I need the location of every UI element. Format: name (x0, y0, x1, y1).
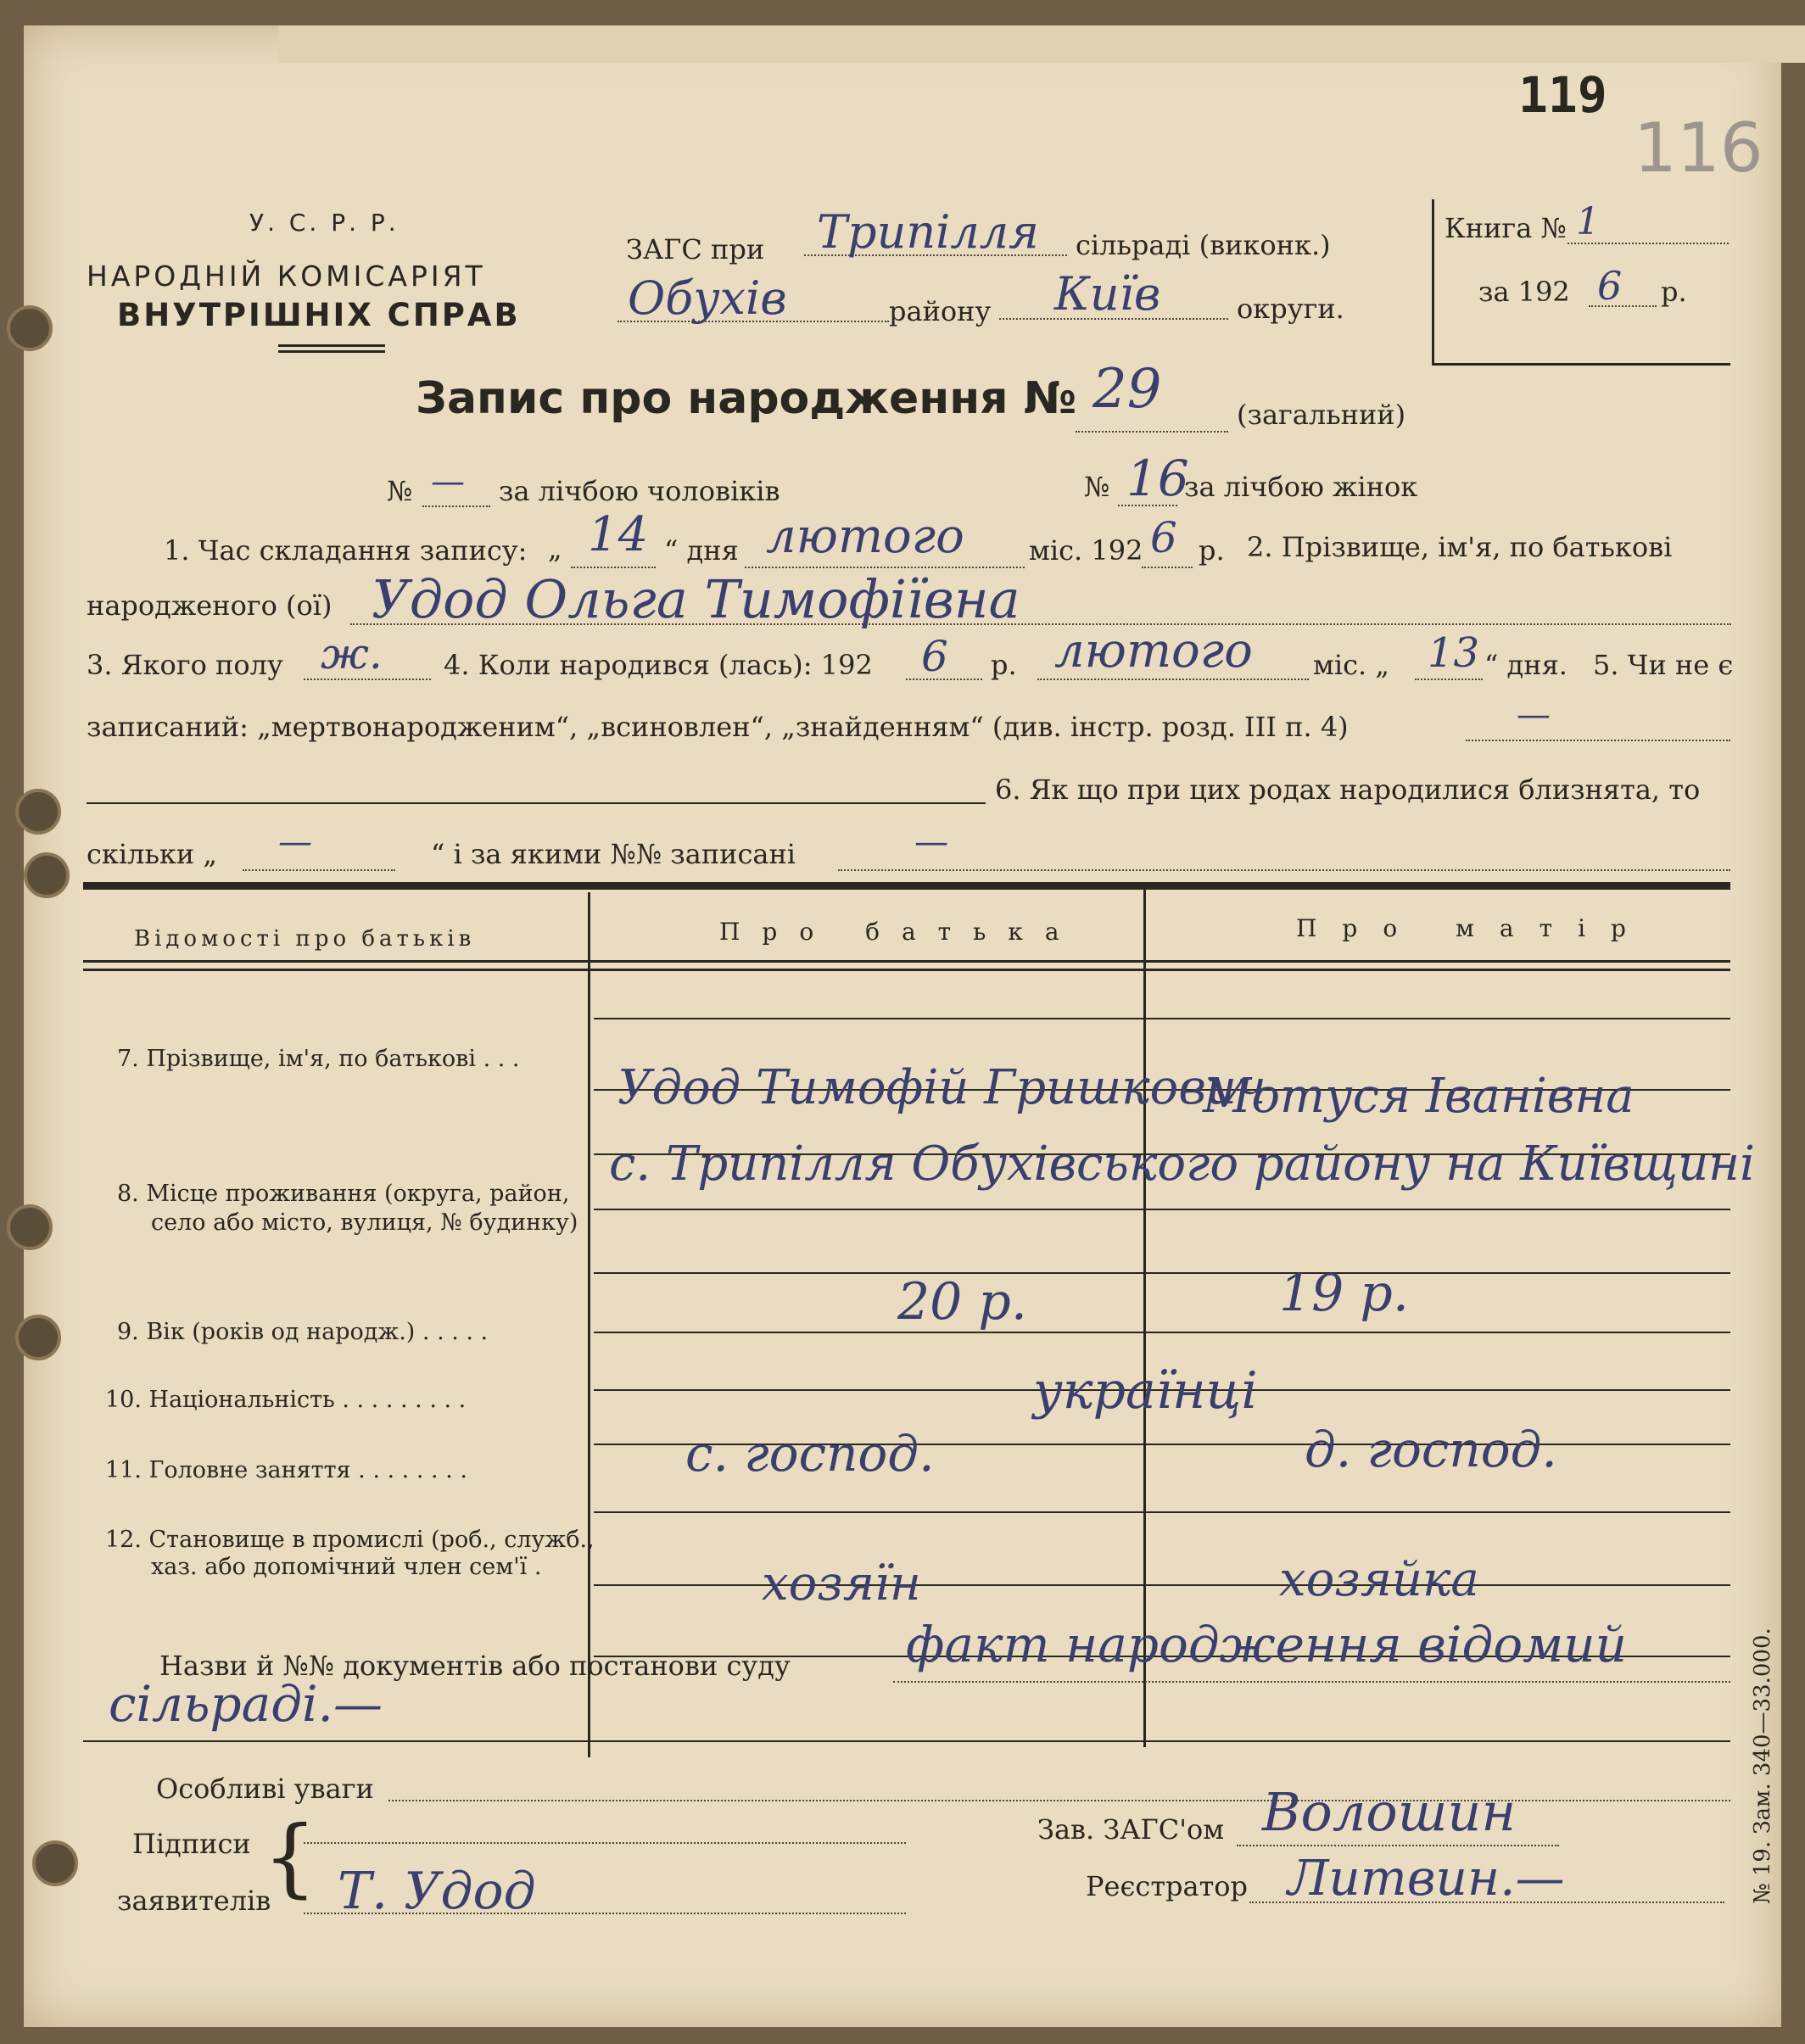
binder-hole (15, 1315, 61, 1360)
table-header-rule-2 (83, 969, 1730, 971)
republic-abbrev: У. С. Р. Р. (249, 209, 400, 237)
row8-label: 8. Місце проживання (округа, район, (117, 1181, 570, 1207)
section-thick-rule (83, 882, 1730, 890)
applicant-line-2 (304, 1913, 906, 1914)
f3-line (304, 679, 431, 680)
commissariat-line1: НАРОДНІЙ КОМІСАРІЯТ (87, 260, 486, 293)
mother-status: хозяйка (1279, 1552, 1479, 1607)
binder-hole (7, 1204, 53, 1250)
row-line (594, 1272, 1730, 1274)
zags-okrug-line (999, 318, 1228, 320)
row-line (594, 1332, 1730, 1333)
f5-value: — (1517, 695, 1551, 734)
father-occupation: с. господ. (685, 1425, 935, 1483)
applicant-line-1 (304, 1842, 906, 1844)
f4-year-suffix: р. (991, 649, 1017, 681)
f4-month-suffix: міс. „ (1313, 649, 1389, 681)
documents-line (893, 1681, 1730, 1683)
f1-day: 14 (588, 507, 649, 562)
record-number: 29 (1092, 358, 1162, 421)
father-name: Удод Тимофій Гришкович (618, 1060, 1266, 1115)
zags-village: Трипілля (817, 205, 1039, 259)
residence: с. Трипілля Обухівського району на Київщині (609, 1136, 1755, 1192)
document-sheet: 119 116 У. С. Р. Р. НАРОДНІЙ КОМІСАРІЯТ ВНУТРІШНІХ СПРАВ ЗАГС при Трипілля сільраді (виконк.) Обухів району Київ округи. Книга № 1 за 192 6 р. Запис про народження № 29 (загальний) № — за лічбою чоловіків № 16 за лічбою жінок 1. Час складання запису: „ 14 “ дня лютого міс. 192 6 р. 2. Прізвище, ім'я, по батькові народженого (ої) Удод Ольга Тимофіївна 3. Якого полу ж. 4. Коли народився (лась): 192 6 р. лютого міс. „ 13 “ дня. 5. Чи не є записаний: „мертвонародженим“, „всиновлен“, „знайденням“ (див. інстр. розд. III п. 4) — 6. Як що при цих родах народилися близнята, то скільки „ — “ і за якими №№ записані — Відомості про батьків Про батька Про матір 7. Прізвище, ім'я, по батькові . . . 8. Місце проживання (округа, район, село або місто, вулиця, № будинку) 9. Вік (років од народж.) . . . . . 10. Національність . . . . . . . . . 11. Головне заняття . . . . . . . . 12. Становище в промислі (роб., служб., хаз. або допомічний член сем'ї . Удод Тимофій Гришкович Мотуся Іванівна с. Трипілля Обухівського району на Київщині 20 р. 19 р. українці с. господ. д. господ. хозяїн хозяйка Назви й №№ документів або постанови суду факт народження відомий сільраді.— Особливі уваги Підписи заявителів { Т. Удод Зав. ЗАГС'ом Волошин Реєстратор Литвин.— № 19. Зам. 340—33.000. (24, 25, 1781, 2027)
f5-label2: записаний: „мертвонародженим“, „всиновлен“, „знайденням“ (див. інстр. розд. III п. 4) (87, 711, 1349, 743)
f1-year-suffix: р. (1199, 534, 1225, 567)
f1-year-line (1142, 567, 1193, 568)
book-year-suffix: р. (1661, 276, 1687, 308)
documents-label: Назви й №№ документів або постанови суду (159, 1650, 791, 1682)
f4-label: 4. Коли народився (лась): 192 (444, 649, 873, 681)
f6-label2b: “ і за якими №№ записані (431, 838, 796, 870)
f5-label: 5. Чи не є (1593, 649, 1734, 681)
f1-label: 1. Час складання запису: (164, 534, 528, 567)
book-year-digit: 6 (1597, 263, 1623, 309)
father-status: хозяїн (762, 1556, 921, 1611)
women-prefix: № (1084, 471, 1110, 503)
zags-okrug: Київ (1054, 267, 1161, 321)
binder-hole (32, 1840, 78, 1886)
mother-occupation: д. господ. (1305, 1421, 1557, 1478)
men-value: — (431, 462, 465, 501)
binder-hole (15, 789, 61, 835)
f1-open: „ (548, 533, 562, 565)
f4-year-line (906, 679, 982, 680)
book-year-line (1589, 305, 1657, 307)
row7-label: 7. Прізвище, ім'я, по батькові . . . (117, 1046, 520, 1072)
row-line (594, 1511, 1730, 1513)
f4-day: 13 (1428, 629, 1480, 677)
record-general-suffix: (загальний) (1237, 399, 1406, 431)
applicants-label1: Підписи (132, 1828, 251, 1860)
f6-value-line (838, 869, 1730, 871)
f6-count: — (278, 823, 312, 862)
f4-month: лютого (1054, 623, 1253, 679)
f5-continuation-line (87, 802, 986, 804)
row-line (594, 1018, 1730, 1019)
head-line (1237, 1845, 1559, 1846)
binder-hole (24, 852, 70, 898)
zags-district-line (618, 321, 889, 322)
table-header-rule (83, 960, 1730, 963)
book-number-line (1568, 243, 1729, 244)
f6-label: 6. Як що при цих родах народилися близнята, то (995, 773, 1701, 806)
header-rule (278, 350, 385, 353)
applicant-signature: Т. Удод (338, 1862, 536, 1921)
nationality: українці (1033, 1361, 1258, 1421)
record-number-line (1076, 431, 1228, 433)
table-col-divider-1 (588, 892, 590, 1757)
row9-label: 9. Вік (років од народж.) . . . . . (117, 1319, 489, 1345)
book-label: Книга № (1445, 212, 1567, 244)
book-year-prefix: за 192 (1478, 276, 1570, 308)
f4-day-line (1415, 679, 1483, 680)
book-box-left (1432, 199, 1434, 365)
col-header-info: Відомості про батьків (134, 926, 476, 952)
zags-village-line (804, 254, 1067, 256)
zags-district: Обухів (628, 271, 787, 325)
women-line (1118, 505, 1177, 506)
documents-value: факт народження відомий (906, 1616, 1627, 1673)
registrar-line (1249, 1902, 1724, 1903)
f6-count-line (243, 869, 395, 871)
f3-label: 3. Якого полу (87, 649, 283, 681)
f2-value: Удод Ольга Тимофіївна (372, 568, 1020, 630)
documents-line-2 (83, 1740, 1730, 1742)
f1-year-digit: 6 (1150, 513, 1177, 562)
pencil-number: 116 (1634, 109, 1763, 187)
f1-close: “ дня (664, 534, 739, 567)
men-suffix: за лічбою чоловіків (499, 475, 780, 507)
men-line (422, 505, 490, 507)
women-suffix: за лічбою жінок (1184, 471, 1418, 503)
applicants-label2: заявителів (117, 1885, 271, 1917)
f4-day-suffix: “ дня. (1484, 649, 1568, 681)
row-line (594, 1209, 1730, 1210)
f5-line (1466, 740, 1730, 741)
f2-label2: народженого (ої) (87, 589, 332, 622)
f6-value: — (914, 823, 948, 862)
head-signature: Волошин (1262, 1781, 1517, 1843)
row11-label: 11. Головне заняття . . . . . . . . (105, 1457, 467, 1483)
book-box-bottom (1432, 363, 1730, 366)
f2-label: 2. Прізвище, ім'я, по батькові (1247, 531, 1673, 563)
header-rule (278, 344, 385, 347)
col-header-mother: Про матір (1296, 914, 1651, 942)
mother-age: 19 р. (1279, 1264, 1409, 1323)
zags-prefix: ЗАГС при (626, 233, 765, 265)
mother-name: Мотуся Іванівна (1203, 1069, 1635, 1124)
row12-label2: хаз. або допомічний член сем'ї . (151, 1554, 542, 1580)
row12-label: 12. Становище в промислі (роб., служб., (105, 1527, 595, 1553)
applicants-brace: { (263, 1807, 317, 1907)
row8-label2: село або місто, вулиця, № будинку) (151, 1209, 578, 1236)
zags-village-suffix: сільраді (виконк.) (1076, 229, 1331, 261)
registrar-label: Реєстратор (1086, 1870, 1249, 1902)
f3-value: ж. (321, 629, 383, 679)
f1-year-prefix: міс. 192 (1029, 534, 1143, 567)
f4-month-line (1037, 679, 1309, 680)
men-prefix: № (387, 475, 413, 507)
binder-hole (7, 305, 53, 351)
remarks-line (388, 1800, 1730, 1801)
book-number: 1 (1576, 200, 1600, 243)
f6-label2a: скільки „ (87, 838, 217, 870)
zags-okrug-suffix: округи. (1237, 293, 1344, 325)
stamp-number: 119 (1518, 66, 1607, 124)
row10-label: 10. Національність . . . . . . . . . (105, 1387, 467, 1413)
commissariat-line2: ВНУТРІШНІХ СПРАВ (117, 297, 521, 333)
f4-year-digit: 6 (921, 632, 948, 681)
remarks-label: Особливі уваги (156, 1773, 374, 1805)
f1-month: лютого (766, 509, 964, 564)
record-title: Запис про народження № (416, 373, 1077, 424)
women-value: 16 (1126, 450, 1189, 507)
registrar-signature: Литвин.— (1288, 1849, 1565, 1907)
page-top-edge (278, 25, 1805, 63)
father-age: 20 р. (897, 1272, 1027, 1332)
col-header-father: Про батька (719, 918, 1081, 946)
zags-district-suffix: району (889, 295, 992, 327)
head-label: Зав. ЗАГС'ом (1037, 1813, 1225, 1846)
f2-line (350, 623, 1731, 625)
documents-value2: сільраді.— (109, 1675, 383, 1733)
